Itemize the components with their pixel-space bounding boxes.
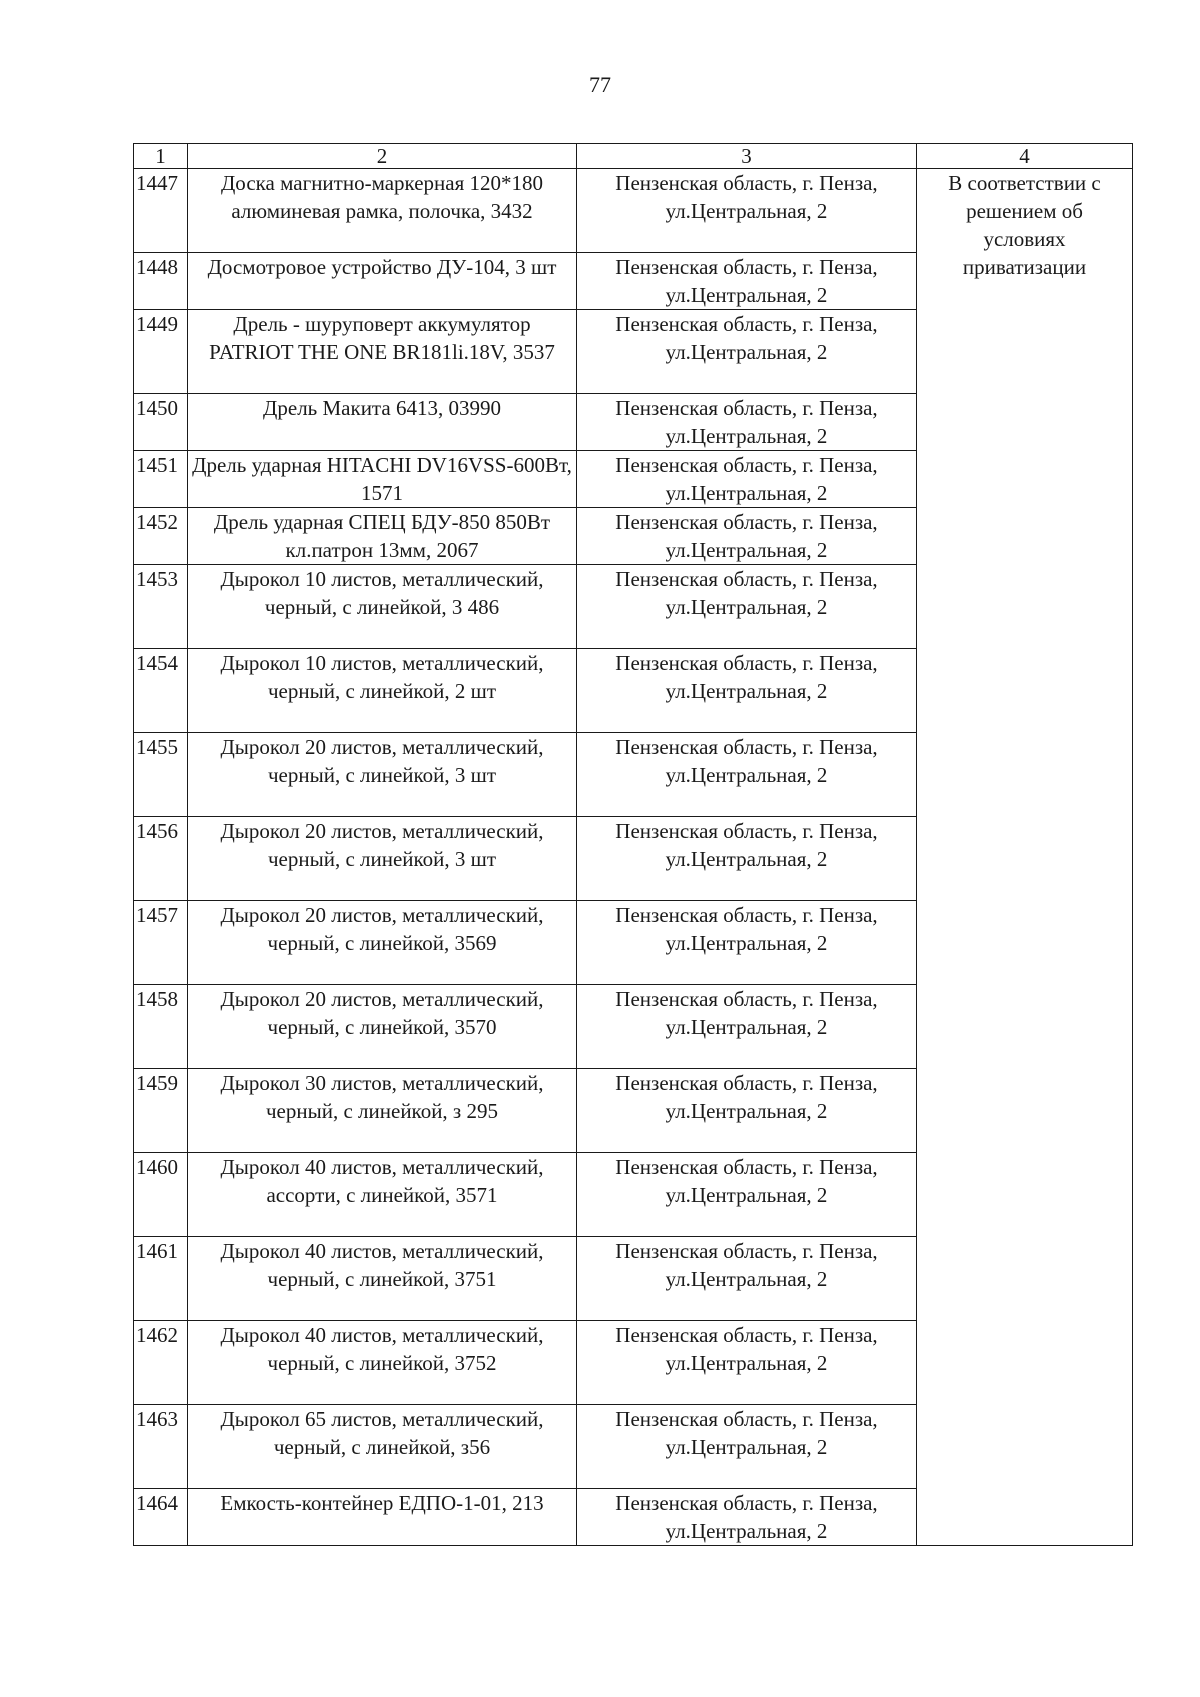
item-address: Пензенская область, г. Пенза, ул.Центральная, 2	[577, 1153, 917, 1237]
row-number: 1458	[134, 985, 188, 1069]
privatization-note-line: В соответствии с	[948, 171, 1101, 195]
row-number: 1449	[134, 310, 188, 394]
table-body	[134, 144, 1133, 1546]
privatization-note-line: условиях	[983, 227, 1066, 251]
item-address: Пензенская область, г. Пенза, ул.Центральная, 2	[577, 1321, 917, 1405]
item-address: Пензенская область, г. Пенза, ул.Центральная, 2	[577, 1069, 917, 1153]
item-name: Дрель ударная СПЕЦ БДУ-850 850Вт кл.патрон 13мм, 2067	[188, 508, 577, 565]
item-address: Пензенская область, г. Пенза, ул.Центральная, 2	[577, 394, 917, 451]
item-address: Пензенская область, г. Пенза, ул.Центральная, 2	[577, 1489, 917, 1546]
item-address: Пензенская область, г. Пенза, ул.Центральная, 2	[577, 985, 917, 1069]
item-name: Дырокол 10 листов, металлический, черный, с линейкой, 2 шт	[188, 649, 577, 733]
row-number: 1464	[134, 1489, 188, 1546]
row-number: 1453	[134, 565, 188, 649]
item-address: Пензенская область, г. Пенза, ул.Центральная, 2	[577, 253, 917, 310]
row-number: 1450	[134, 394, 188, 451]
item-address: Пензенская область, г. Пенза, ул.Центральная, 2	[577, 1405, 917, 1489]
item-name: Дырокол 40 листов, металлический, черный, с линейкой, 3752	[188, 1321, 577, 1405]
row-number: 1457	[134, 901, 188, 985]
item-address: Пензенская область, г. Пенза, ул.Центральная, 2	[577, 451, 917, 508]
item-name: Дрель ударная HITACHI DV16VSS-600Вт, 1571	[188, 451, 577, 508]
row-number: 1459	[134, 1069, 188, 1153]
item-name: Дырокол 40 листов, металлический, черный, с линейкой, 3751	[188, 1237, 577, 1321]
item-name: Дрель Макита 6413, 03990	[188, 394, 577, 451]
row-number: 1456	[134, 817, 188, 901]
column-header-2: 2	[188, 144, 577, 169]
item-name: Дырокол 20 листов, металлический, черный, с линейкой, 3569	[188, 901, 577, 985]
row-number: 1447	[134, 169, 188, 253]
row-number: 1461	[134, 1237, 188, 1321]
row-number: 1455	[134, 733, 188, 817]
column-header-1: 1	[134, 144, 188, 169]
row-number: 1460	[134, 1153, 188, 1237]
privatization-note	[917, 169, 1133, 1546]
item-address: Пензенская область, г. Пенза, ул.Центральная, 2	[577, 649, 917, 733]
table-row	[134, 169, 1133, 253]
item-name: Досмотровое устройство ДУ-104, 3 шт	[188, 253, 577, 310]
item-name: Доска магнитно-маркерная 120*180 алюминевая рамка, полочка, 3432	[188, 169, 577, 253]
row-number: 1454	[134, 649, 188, 733]
item-name: Емкость-контейнер ЕДПО-1-01, 213	[188, 1489, 577, 1546]
item-name: Дырокол 65 листов, металлический, черный, с линейкой, з56	[188, 1405, 577, 1489]
item-address: Пензенская область, г. Пенза, ул.Центральная, 2	[577, 310, 917, 394]
item-name: Дырокол 40 листов, металлический, ассорти, с линейкой, 3571	[188, 1153, 577, 1237]
row-number: 1452	[134, 508, 188, 565]
column-header-4: 4	[917, 144, 1133, 169]
row-number: 1463	[134, 1405, 188, 1489]
item-name: Дырокол 30 листов, металлический, черный, с линейкой, з 295	[188, 1069, 577, 1153]
row-number: 1462	[134, 1321, 188, 1405]
item-address: Пензенская область, г. Пенза, ул.Центральная, 2	[577, 1237, 917, 1321]
item-name: Дырокол 20 листов, металлический, черный, с линейкой, 3 шт	[188, 817, 577, 901]
row-number: 1451	[134, 451, 188, 508]
privatization-note-line: приватизации	[962, 255, 1087, 279]
item-address: Пензенская область, г. Пенза, ул.Центральная, 2	[577, 508, 917, 565]
column-header-3: 3	[577, 144, 917, 169]
property-table	[133, 143, 1133, 1546]
table-header-row	[134, 144, 1133, 169]
page-number: 77	[589, 72, 611, 97]
row-number: 1448	[134, 253, 188, 310]
item-name: Дырокол 10 листов, металлический, черный, с линейкой, 3 486	[188, 565, 577, 649]
item-address: Пензенская область, г. Пенза, ул.Центральная, 2	[577, 901, 917, 985]
item-name: Дырокол 20 листов, металлический, черный, с линейкой, 3570	[188, 985, 577, 1069]
item-address: Пензенская область, г. Пенза, ул.Центральная, 2	[577, 733, 917, 817]
item-address: Пензенская область, г. Пенза, ул.Центральная, 2	[577, 817, 917, 901]
privatization-note-line: решением об	[966, 199, 1083, 223]
item-address: Пензенская область, г. Пенза, ул.Центральная, 2	[577, 565, 917, 649]
item-name: Дрель - шуруповерт аккумулятор PATRIOT THE ONE BR181li.18V, 3537	[188, 310, 577, 394]
item-address: Пензенская область, г. Пенза, ул.Центральная, 2	[577, 169, 917, 253]
item-name: Дырокол 20 листов, металлический, черный, с линейкой, 3 шт	[188, 733, 577, 817]
